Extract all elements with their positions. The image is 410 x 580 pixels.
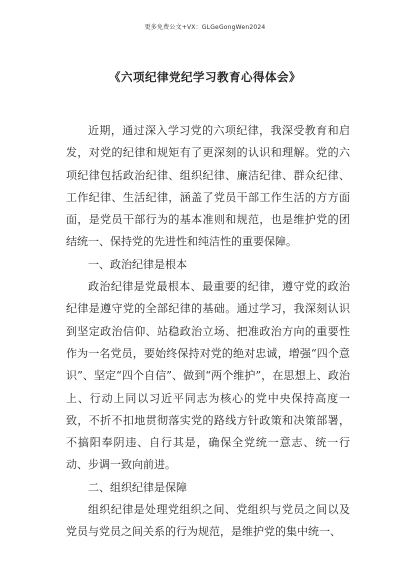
- document-title: 《六项纪律党纪学习教育心得体会》: [109, 70, 301, 84]
- section-heading-organizational: 二、组织纪律是保障: [88, 480, 187, 494]
- organizational-discipline-paragraph: 组织纪律是处理党组织之间、党组织与党员之间以及党员与党员之间关系的行为规范，是维护党的集中统一、: [66, 503, 350, 539]
- political-discipline-paragraph: 政治纪律是党最根本、最重要的纪律，遵守党的政治纪律是遵守党的全部纪律的基础。通过学习，我深刻认识到坚定政治信仰、站稳政治立场、把准政治方向的重要性作为一名党员，要始终保持对党的绝对忠诚，增强“四个意识”、坚定“四个自信”、做到“两个维护”，在思想上、政治上、行动上同以习近平同志为核心的党中央保持高度一致，不折不扣地贯彻落实党的路线方针政策和决策部署，不搞阳奉阴违、自行其是，确保全党统一意志、统一行动、步调一致向前进。: [66, 280, 350, 472]
- intro-paragraph: 近期，通过深入学习党的六项纪律，我深受教育和启发，对党的纪律和规矩有了更深刻的认识和理解。党的六项纪律包括政治纪律、组织纪律、廉洁纪律、群众纪律、工作纪律、生活纪律，涵盖了党员干部工作生活的方方面面，是党员干部行为的基本准则和规范，也是维护党的团结统一、保持党的先进性和纯洁性的重要保障。: [66, 124, 350, 249]
- section-heading-political: 一、政治纪律是根本: [88, 257, 187, 271]
- document-body: [66, 120, 350, 544]
- header-note: 更多免费公文+VX：GLGeGongWen2024: [144, 24, 266, 31]
